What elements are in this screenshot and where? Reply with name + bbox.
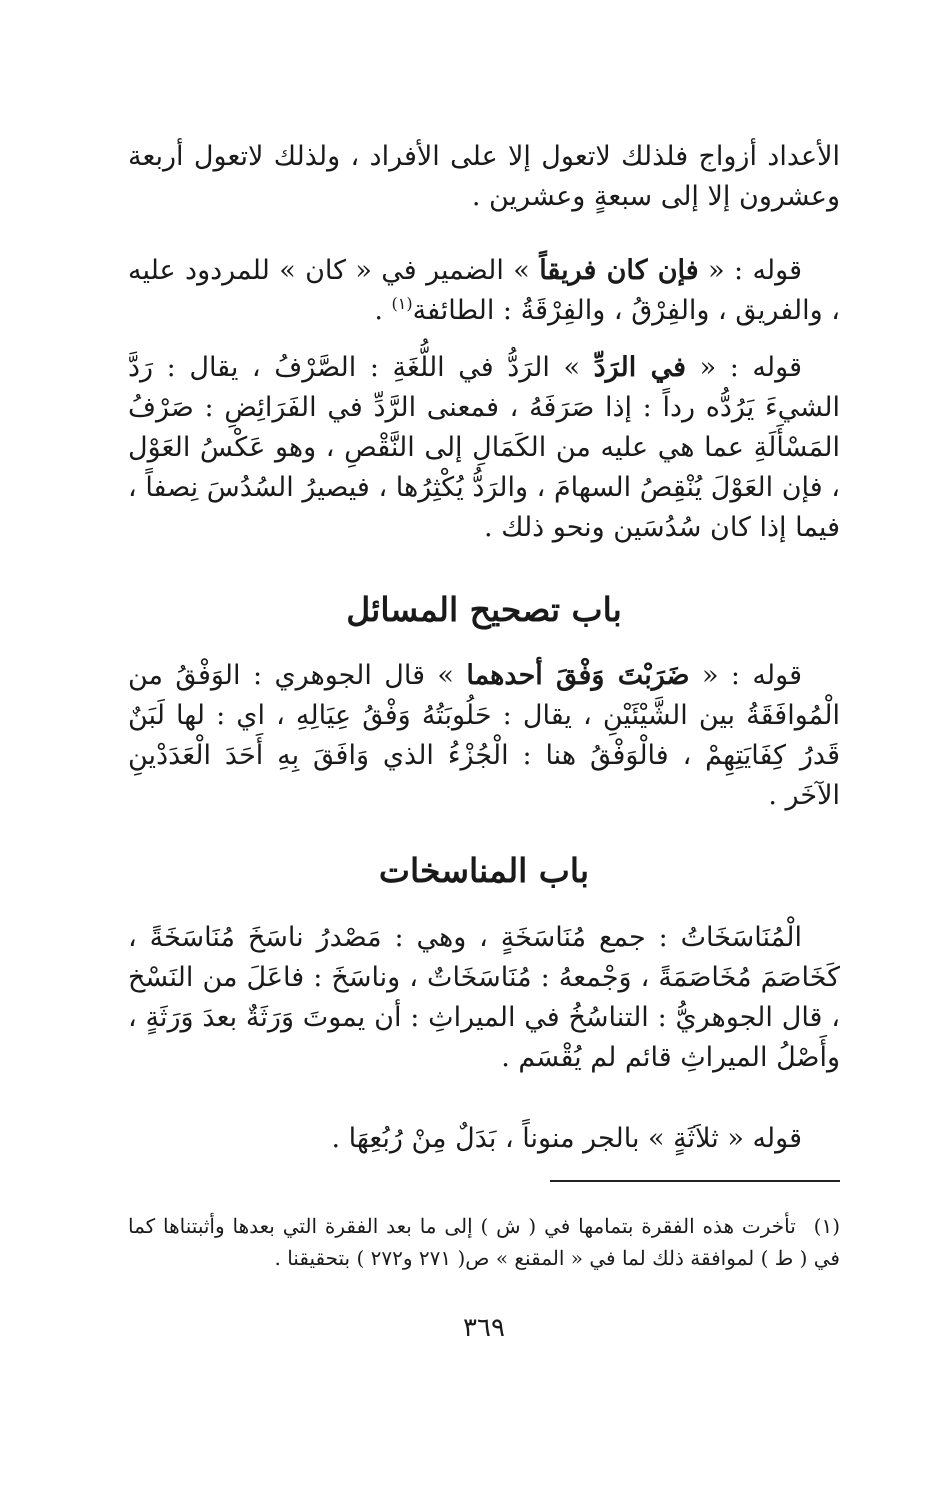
lemma: فإن كان فريقاً	[539, 255, 699, 286]
quote-prefix: قوله : «	[701, 660, 802, 691]
footnote-ref: (١)	[391, 294, 413, 313]
section-paragraph-thalatha: قوله « ثلاَثَةٍ » بالجر منوناً ، بَدَلٌ مِنْ رُبُعِهَا .	[331, 1123, 802, 1154]
paragraph-1: الأعداد أزواج فلذلك لاتعول إلا على الأفراد ، ولذلك لاتعول أربعة وعشرون إلا إلى سبعةٍ وعشرين .	[128, 141, 840, 212]
section-paragraph-munasakhat: الْمُنَاسَخَاتُ : جمع مُنَاسَخَةٍ ، وهي : مَصْدرُ ناسَخَ مُنَاسَخَةً ، كَخَاصَمَ مُخَاصَمَةً ، وَجْمعهُ : مُنَاسَخَاتٌ ، وناسَخَ : فاعَلَ من النَسْخ ، قال الجوهريُّ : التناسُخُ في الميراثِ : أن يموتَ وَرَثَةٌ بعدَ وَرَثَةٍ ، وأَصْلُ الميراثِ قائم لم يُقْسَم .	[128, 922, 840, 1073]
paragraph-3	[128, 348, 840, 548]
paragraph-2	[128, 251, 840, 331]
page-number: ٣٦٩	[463, 1313, 505, 1343]
section-paragraph-tashih	[128, 656, 840, 816]
commentary-text: » الرَدُّ في اللُّغَةِ : الصَّرْفُ ، يقال : رَدَّ الشيءَ يَرُدُّه رداً : إذا صَرَفَهُ ، فمعنى الرَّدِّ في الفَرَائِضِ : صَرْفُ المَسْأَلَةِ عما هي عليه من الكَمَالِ إلى النَّقْصِ ، وهو عَكْسُ العَوْل ، فإن العَوْلَ يُنْقِصُ السهامَ ، والرَدُّ يُكْثِرُها ، فيصيرُ السُدُسَ نِصفاً ، فيما إذا كان سُدُسَين ونحو ذلك .	[128, 352, 840, 543]
footnote	[128, 1210, 840, 1274]
lemma: في الرَدِّ	[593, 352, 687, 383]
footnote-separator	[550, 1180, 840, 1182]
page	[128, 0, 840, 1490]
quote-prefix: قوله : «	[708, 255, 803, 286]
footnote-number: (١)	[813, 1214, 841, 1238]
section-heading-munasakhat: باب المناسخات	[378, 851, 590, 890]
footnote-text: تأخرت هذه الفقرة بتمامها في ( ش ) إلى ما بعد الفقرة التي بعدها وأثبتناها كما في ( ط ) لموافقة ذلك لما في « المقنع » ص( ٢٧١ و٢٧٢ ) بتحقيقنا .	[128, 1214, 840, 1270]
section-heading-tashih: باب تصحيح المسائل	[346, 590, 622, 629]
lemma: ضَرَبْتَ وَفْقَ أحدهما	[466, 660, 690, 691]
commentary-text: » الضمير في « كان » للمردود عليه ، والفريق ، والفِرْقُ ، والفِرْقَةُ : الطائفة	[128, 255, 840, 326]
commentary-text: » قال الجوهري : الوَفْقُ من الْمُوافَقَةُ بين الشَّيْئَيْنِ ، يقال : حَلُوبَتُهُ وَفْقُ عِيَالِهِ ، اي : لها لَبَنٌ قَدرُ كِفَايَتِهِمْ ، فالْوَفْقُ هنا : الْجُزْءُ الذي وَافَقَ بِهِ أَحَدَ الْعَدَدْينِ الآخَر .	[128, 660, 840, 811]
quote-prefix: قوله : «	[699, 352, 802, 383]
sentence-end: .	[374, 295, 392, 326]
